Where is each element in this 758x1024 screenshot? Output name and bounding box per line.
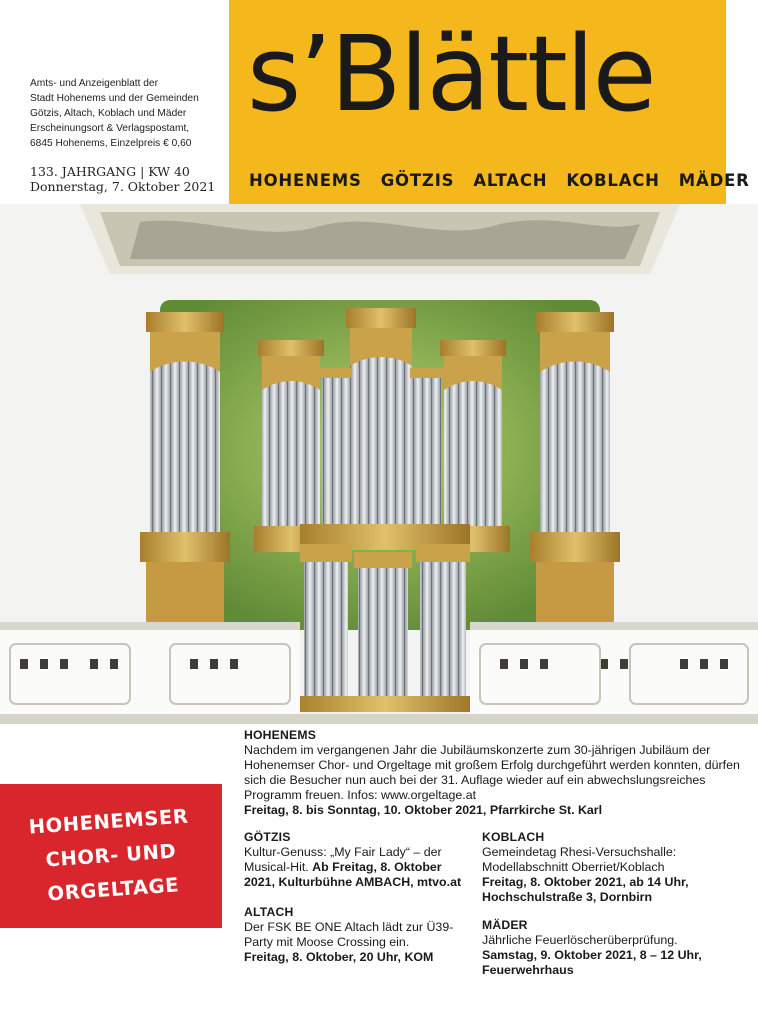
article-goetzis xyxy=(244,830,469,890)
article-body xyxy=(244,845,469,890)
article-heading: KOBLACH xyxy=(482,830,545,844)
imprint-block xyxy=(30,76,230,151)
imprint-line: 6845 Hohenems, Einzelpreis € 0,60 xyxy=(30,138,192,149)
article-maeder xyxy=(482,918,742,978)
masthead xyxy=(229,0,750,216)
town-name: KOBLACH xyxy=(566,171,660,190)
article-info: Freitag, 8. Oktober, 20 Uhr, KOM xyxy=(244,950,434,964)
issue-info xyxy=(30,164,230,194)
article-koblach xyxy=(482,830,742,905)
imprint-line: Amts- und Anzeigenblatt der xyxy=(30,78,158,89)
article-hohenems xyxy=(244,728,744,818)
banner-line: ORGELTAGE xyxy=(46,873,180,906)
masthead-logo: s’Blättle xyxy=(247,13,655,135)
article-info: Freitag, 8. bis Sonntag, 10. Oktober 2021, Pfarrkirche St. Karl xyxy=(244,803,603,817)
article-body: Jährliche Feuerlöscherüberprüfung. xyxy=(482,933,678,947)
banner-title xyxy=(28,800,195,913)
organ-photo xyxy=(0,204,758,724)
article-altach xyxy=(244,905,469,965)
article-body: Gemeindetag Rhesi-Versuchshalle: Modellabschnitt Oberriet/Koblach xyxy=(482,845,677,874)
event-banner xyxy=(0,784,222,928)
article-body: Nachdem im vergangenen Jahr die Jubiläumskonzerte zum 30-jährigen Jubiläum der Hohenemser Chor- und Orgeltage mit großem Erfolg durchgeführt werden konnten, dürfen sich die Besucher nun auch bei der 31. Auflage wieder auf ein abwechslungsreiches Programm freuen. Infos: www.orgeltage.at xyxy=(244,743,740,802)
article-heading: GÖTZIS xyxy=(244,830,291,844)
article-info: Ab Freitag, 8. Oktober 2021, Kulturbühne AMBACH, mtvo.at xyxy=(244,860,462,889)
banner-line: CHOR- UND xyxy=(44,839,178,872)
issue-volume: 133. JAHRGANG | KW 40 xyxy=(30,164,190,179)
article-body-text: Kultur-Genuss: „My Fair Lady“ – der Musical-Hit. xyxy=(244,845,442,874)
town-name: GÖTZIS xyxy=(380,171,455,190)
article-heading: HOHENEMS xyxy=(244,728,317,742)
town-name: HOHENEMS xyxy=(249,171,362,190)
banner-line: HOHENEMSER xyxy=(28,804,190,839)
issue-date: Donnerstag, 7. Oktober 2021 xyxy=(30,179,216,194)
imprint-line: Götzis, Altach, Koblach und Mäder xyxy=(30,108,187,119)
article-info: Samstag, 9. Oktober 2021, 8 – 12 Uhr, Feuerwehrhaus xyxy=(482,948,702,977)
article-heading: ALTACH xyxy=(244,905,294,919)
article-heading: MÄDER xyxy=(482,918,528,932)
imprint-line: Erscheinungsort & Verlagspostamt, xyxy=(30,123,190,134)
town-name: ALTACH xyxy=(473,171,548,190)
organ-illustration xyxy=(0,204,758,724)
town-list xyxy=(249,171,750,190)
article-body: Der FSK BE ONE Altach lädt zur Ü39-Party mit Moose Crossing ein. xyxy=(244,920,454,949)
town-name: MÄDER xyxy=(678,171,750,190)
imprint-line: Stadt Hohenems und der Gemeinden xyxy=(30,93,199,104)
article-info: Freitag, 8. Oktober 2021, ab 14 Uhr, Hochschulstraße 3, Dornbirn xyxy=(482,875,689,904)
